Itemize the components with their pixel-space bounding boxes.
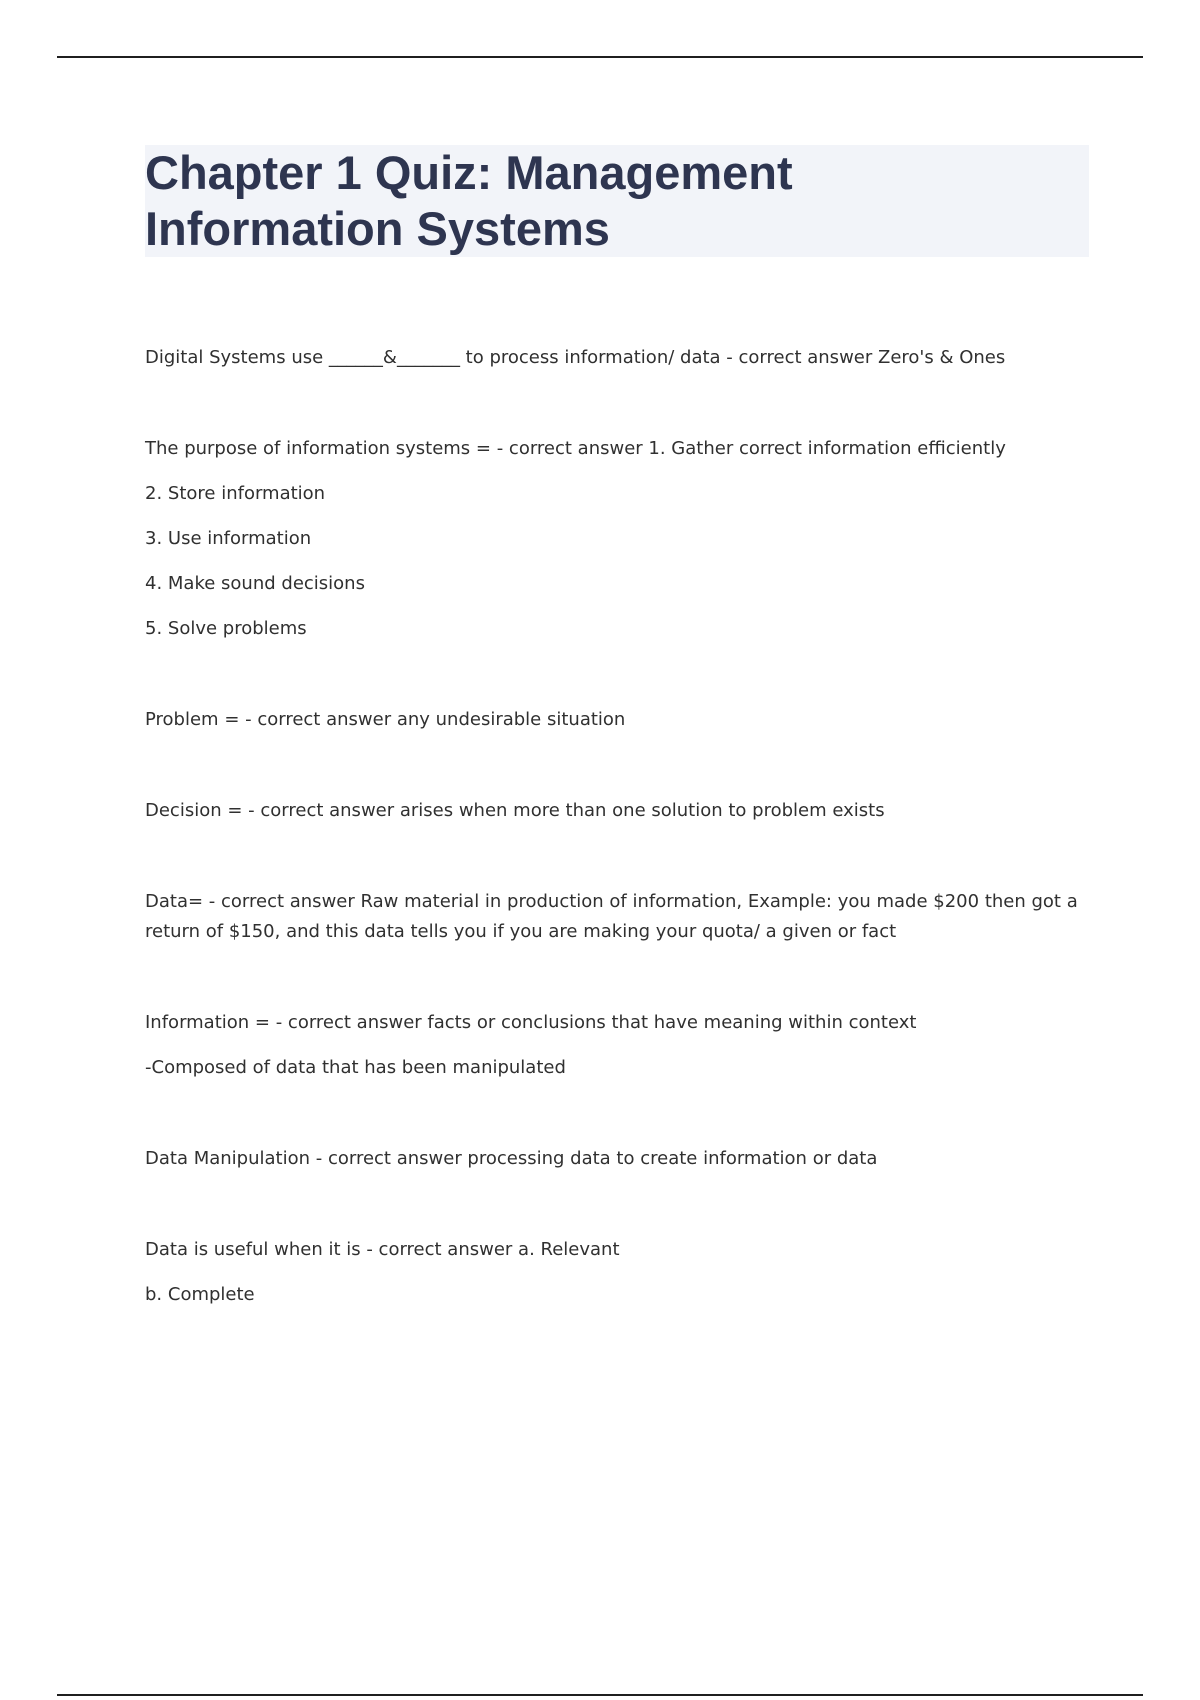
- answer-line: 4. Make sound decisions: [145, 573, 365, 594]
- answer-line: 5. Solve problems: [145, 618, 307, 639]
- qa-digital-systems: [145, 343, 1085, 373]
- title-line-2: Information Systems: [145, 202, 610, 255]
- top-divider: [57, 56, 1143, 58]
- qa-data: [145, 887, 1085, 947]
- bottom-divider: [57, 1694, 1143, 1696]
- title-line-1: Chapter 1 Quiz: Management: [145, 146, 793, 199]
- answer-line: 2. Store information: [145, 483, 326, 504]
- page-title: [145, 145, 1089, 257]
- question-line: Information = - correct answer facts or conclusions that have meaning within context: [145, 1012, 917, 1033]
- title-block: [145, 145, 1089, 257]
- answer-line: -Composed of data that has been manipulated: [145, 1057, 566, 1078]
- qa-data-useful: [145, 1235, 1085, 1310]
- answer-line: 3. Use information: [145, 528, 312, 549]
- answer-line: b. Complete: [145, 1284, 255, 1305]
- quiz-content: [145, 343, 1085, 1310]
- question-line: Data Manipulation - correct answer processing data to create information or data: [145, 1148, 878, 1169]
- question-line-continued: return of $150, and this data tells you if you are making your quota/ a given or fact: [145, 921, 897, 942]
- question-line: Digital Systems use ______&_______ to process information/ data - correct answer Zero's & Ones: [145, 347, 1006, 368]
- question-line: Data= - correct answer Raw material in production of information, Example: you made $200 then got a: [145, 891, 1078, 912]
- question-line: Problem = - correct answer any undesirable situation: [145, 709, 626, 730]
- qa-information: [145, 1008, 1085, 1083]
- question-line: Decision = - correct answer arises when more than one solution to problem exists: [145, 800, 885, 821]
- question-line: The purpose of information systems = - correct answer 1. Gather correct information efficiently: [145, 438, 1006, 459]
- question-line: Data is useful when it is - correct answer a. Relevant: [145, 1239, 620, 1260]
- qa-purpose: [145, 434, 1085, 644]
- qa-decision: [145, 796, 1085, 826]
- qa-problem: [145, 705, 1085, 735]
- qa-data-manipulation: [145, 1144, 1085, 1174]
